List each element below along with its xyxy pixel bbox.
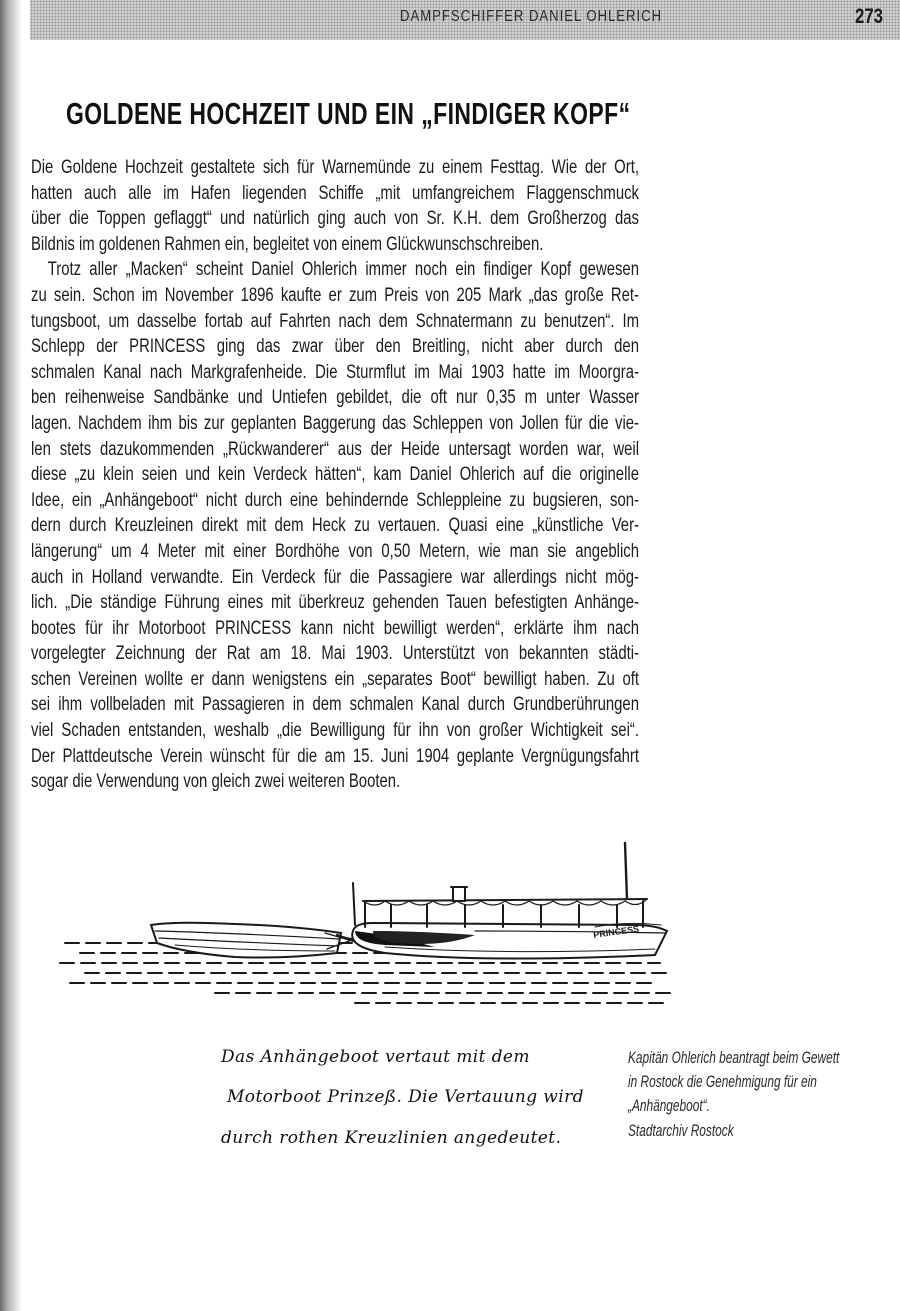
boat-sketch-illustration — [55, 835, 675, 1015]
running-header — [30, 0, 900, 40]
paragraph-line: Bildnis im goldenen Rahmen ein, begleitet von einem Glückwunschschreiben. — [31, 232, 544, 255]
paragraph-line: dern durch Kreuzleinen direkt mit dem Heck zu vertauen. Quasi eine „künstliche Ver- — [31, 514, 639, 537]
paragraph-line: schen Vereinen wollte er dann wenigstens ein „separates Boot“ bewilligt haben. Zu oft — [31, 667, 639, 690]
caption-line: „Anhängeboot“. — [628, 1097, 710, 1116]
paragraph-line: len stets dazukommenden „Rückwanderer“ aus der Heide untersagt worden war, weil — [31, 437, 639, 460]
body-text — [31, 155, 639, 795]
paragraph-line: zu sein. Schon im November 1896 kaufte er zum Preis von 205 Mark „das große Ret- — [31, 283, 639, 306]
handwriting-line: Das Anhängeboot vertaut mit dem — [221, 1047, 530, 1067]
chapter-title: GOLDENE HOCHZEIT UND EIN „FINDIGER KOPF“ — [66, 96, 631, 131]
paragraph-line: Schlepp der PRINCESS ging das zwar über den Breitling, nicht aber durch den — [31, 335, 639, 358]
page-number: 273 — [855, 5, 884, 28]
handwriting-line: Motorboot Prinzeß. Die Vertauung wird — [227, 1087, 584, 1107]
paragraph-line: Der Plattdeutsche Verein wünscht für die am 15. Juni 1904 geplante Vergnügungsfahrt — [31, 744, 639, 767]
towed-rowing-boat — [151, 923, 341, 958]
paragraph-line: längerung“ um 4 Meter mit einer Bordhöhe von 0,50 Metern, wie man sie angeblich — [31, 539, 639, 562]
paragraph-line: sei ihm vollbeladen mit Passagieren in dem schmalen Kanal durch Grundberührungen — [31, 693, 639, 716]
paragraph-line: Die Goldene Hochzeit gestaltete sich für Warnemünde zu einem Festtag. Wie der Ort, — [31, 156, 639, 178]
paragraph-line: tungsboot, um dasselbe fortab auf Fahrten nach dem Schnatermann zu benutzen“. Im — [31, 309, 639, 332]
book-spine-shadow — [0, 0, 22, 1311]
paragraph-line: ben reihenweise Sandbänke und Untiefen gebildet, die oft nur 0,35 m unter Wasser — [31, 386, 639, 409]
boat-name-label: PRINCESS — [592, 923, 640, 941]
paragraph-line: viel Schaden entstanden, weshalb „die Bewilligung für ihn von großer Wichtigkeit sei“. — [31, 719, 639, 742]
caption-line: Kapitän Ohlerich beantragt beim Gewett — [628, 1049, 840, 1067]
caption-line: in Rostock die Genehmigung für ein — [628, 1073, 817, 1092]
handwriting-line: durch rothen Kreuzlinien angedeutet. — [221, 1128, 562, 1148]
caption-source: Stadtarchiv Rostock — [628, 1121, 734, 1140]
paragraph-line: auch in Holland verwandte. Ein Verdeck für die Passagiere war allerdings nicht mög- — [31, 565, 639, 588]
figure-caption — [628, 1046, 866, 1143]
paragraph-line: Trotz aller „Macken“ scheint Daniel Ohlerich immer noch ein findiger Kopf gewesen — [47, 258, 640, 281]
paragraph-line: diese „zu klein seien und kein Verdeck hätten“, kam Daniel Ohlerich auf die originelle — [31, 463, 639, 486]
paragraph-line: hatten auch alle im Hafen liegenden Schiffe „mit umfangreichem Flaggenschmuck — [31, 181, 639, 204]
paragraph-line: schmalen Kanal nach Markgrafenheide. Die Sturmflut im Mai 1903 hatte im Moorgra- — [31, 360, 639, 383]
paragraph-line: Idee, ein „Anhängeboot“ nicht durch eine behindernde Schleppleine zu bugsieren, son- — [31, 488, 639, 511]
motorboat-princess — [352, 843, 667, 959]
running-head-title: DAMPFSCHIFFER DANIEL OHLERICH — [400, 8, 663, 25]
handwritten-note — [215, 1040, 615, 1155]
paragraph-line: über die Toppen geflaggt“ und natürlich ging auch von Sr. K.H. dem Großherzog das — [31, 207, 639, 230]
paragraph-line: bootes für ihr Motorboot PRINCESS kann nicht bewilligt werden“, erklärte ihm nach — [31, 616, 639, 639]
paragraph-line: lagen. Nachdem ihm bis zur geplanten Baggerung das Schleppen von Jollen für die vie- — [31, 411, 639, 434]
paragraph-line: vorgelegter Zeichnung der Rat am 18. Mai 1903. Unterstützt von bekannten städti- — [31, 642, 639, 665]
paragraph-line: sogar die Verwendung von gleich zwei weiteren Booten. — [31, 770, 401, 793]
paragraph-line: lich. „Die ständige Führung eines mit überkreuz gehenden Tauen befestigten Anhänge- — [31, 591, 639, 614]
